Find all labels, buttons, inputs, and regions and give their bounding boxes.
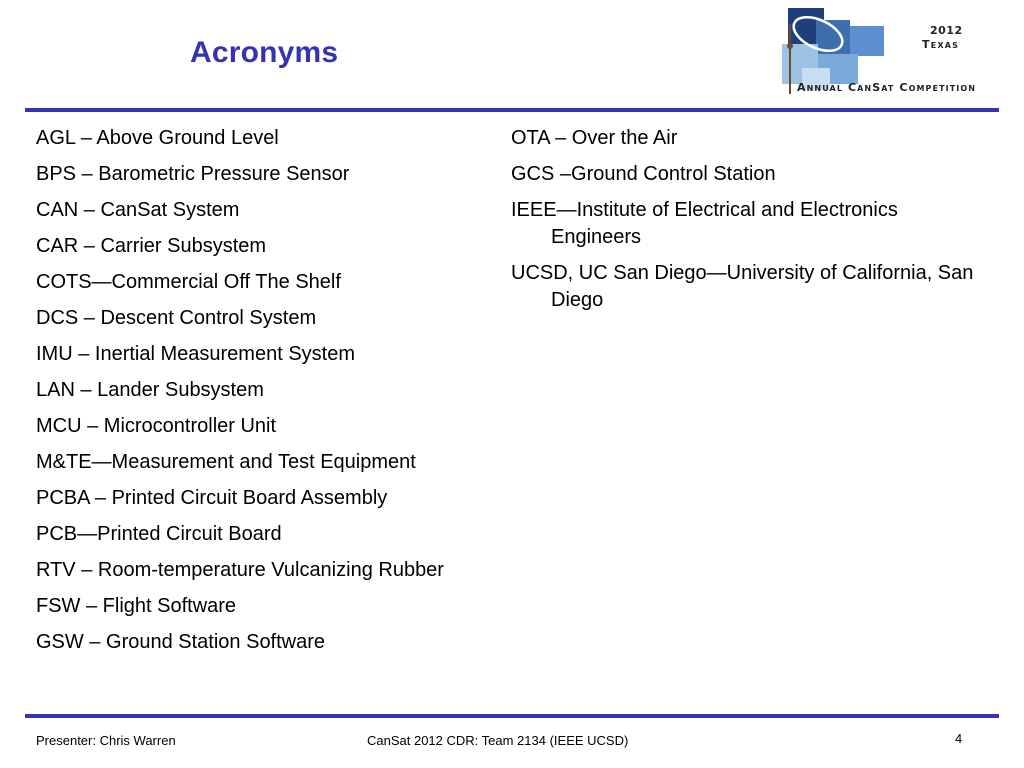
list-item: MCU – Microcontroller Unit	[36, 415, 277, 437]
list-item: M&TE—Measurement and Test Equipment	[36, 451, 416, 473]
list-item: LAN – Lander Subsystem	[36, 379, 264, 401]
slide-title: Acronyms	[190, 36, 339, 69]
list-item: PCBA – Printed Circuit Board Assembly	[36, 487, 388, 509]
list-item: IEEE—Institute of Electrical and Electronics Engineers	[511, 199, 898, 248]
acronym-list-left	[36, 125, 506, 665]
list-item: COTS—Commercial Off The Shelf	[36, 271, 341, 293]
list-item: CAR – Carrier Subsystem	[36, 235, 267, 257]
list-item: GSW – Ground Station Software	[36, 631, 326, 653]
list-item: IMU – Inertial Measurement System	[36, 343, 355, 365]
header-divider	[25, 108, 999, 112]
list-item: CAN – CanSat System	[36, 199, 240, 221]
logo-state: Texas	[922, 38, 960, 51]
list-item: PCB—Printed Circuit Board	[36, 523, 282, 545]
list-item: RTV – Room-temperature Vulcanizing Rubber	[36, 559, 444, 581]
list-item: DCS – Descent Control System	[36, 307, 317, 329]
footer-title: CanSat 2012 CDR: Team 2134 (IEEE UCSD)	[367, 733, 629, 748]
list-item: GCS –Ground Control Station	[511, 163, 776, 185]
list-item: UCSD, UC San Diego—University of California, San Diego	[511, 262, 974, 311]
logo-competition: Annual CanSat Competition	[797, 81, 977, 94]
list-item: BPS – Barometric Pressure Sensor	[36, 163, 350, 185]
logo-year: 2012	[930, 24, 963, 37]
footer-divider	[25, 714, 999, 718]
list-item: OTA – Over the Air	[511, 127, 678, 149]
list-item: FSW – Flight Software	[36, 595, 237, 617]
page-number: 4	[955, 731, 963, 746]
list-item: AGL – Above Ground Level	[36, 127, 279, 149]
footer-presenter: Presenter: Chris Warren	[36, 733, 176, 748]
acronym-list-right	[511, 125, 981, 323]
